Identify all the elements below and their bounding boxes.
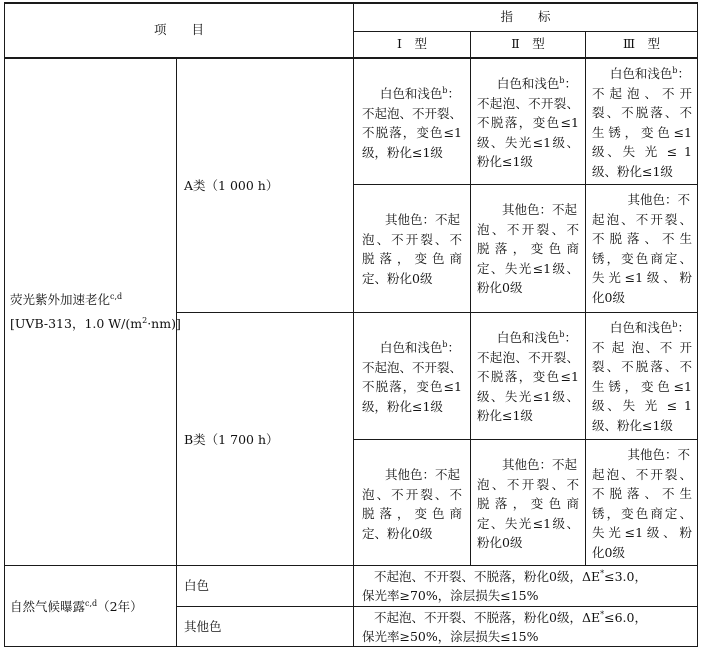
table-bottom-border <box>4 646 698 647</box>
col-divider-3 <box>470 31 471 566</box>
uv-test-condition: [UVB-313，1.0 $W/(m^2\cdot nm)$] <box>10 315 181 331</box>
b-other-type2: 其他色：不起 泡、不开裂、不 脱落，变色商 定、失光≤1级、 粉化0级 <box>477 457 579 550</box>
b-light-type1: 白色和浅色$^b$： 不起泡、不开裂、 不脱落，变色≤1 级，粉化≤1级 <box>362 339 463 414</box>
a-other-type3: 其他色：不 起泡、不开裂、 不脱落、不生 锈，变色商定、 失光≤1级、粉 化0级 <box>592 192 692 305</box>
b-other-type1: 其他色：不起 泡、不开裂、不 脱落，变色商 定、粉化0级 <box>362 467 462 541</box>
natural-white-label: 白色 <box>184 578 210 593</box>
a-other-type1: 其他色：不起 泡、不开裂、不 脱落，变色商 定、粉化0级 <box>362 212 462 286</box>
a-light-type3: 白色和浅色$^b$： 不起泡、不开 裂、不脱落、不 生锈，变色≤1 级、失 光 ≤ 1 级、粉化≤1级 <box>592 65 692 179</box>
b-light-type2: 白色和浅色$^b$： 不起泡、不开裂、 不脱落，变色≤1 级、失光≤1级、 粉化≤1级 <box>477 329 579 423</box>
col-divider-2 <box>353 2 354 647</box>
a-light-type1: 白色和浅色$^b$： 不起泡、不开裂、 不脱落，变色≤1 级，粉化≤1级 <box>362 85 463 160</box>
class-b-label: B类（1 700 h） <box>184 432 279 447</box>
header-bottom-border <box>4 57 698 59</box>
col-divider-1 <box>176 57 177 647</box>
a-light-type2: 白色和浅色$^b$： 不起泡、不开裂、 不脱落，变色≤1 级、失光≤1级、 粉化≤1级 <box>477 75 579 169</box>
a-row-divider <box>353 184 698 185</box>
header-type-3: Ⅲ 型 <box>622 36 661 51</box>
natural-other-label: 其他色 <box>184 619 222 634</box>
natural-white-line2: 保光率≥70%，涂层损失≤15% <box>362 588 539 603</box>
uv-bottom-border <box>4 565 698 566</box>
natural-exposure-name: 自然气候曝露$^{c,d}$（2年） <box>10 598 143 614</box>
table-right-border <box>697 2 698 647</box>
natural-other-line2: 保光率≥50%，涂层损失≤15% <box>362 629 539 644</box>
natural-divider <box>176 606 698 607</box>
header-type-2: Ⅱ 型 <box>511 36 545 51</box>
header-item: 项 目 <box>153 22 204 37</box>
b-row-divider <box>353 439 698 440</box>
table-top-border <box>4 2 698 4</box>
b-light-type3: 白色和浅色$^b$： 不 起 泡、不 开 裂、不脱落、不 生锈，变色≤1 级、失 光 ≤ 1 级、粉化≤1级 <box>592 319 692 433</box>
col-divider-4 <box>585 31 586 566</box>
b-other-type3: 其他色：不 起泡、不开裂、 不脱落、不生 锈，变色商定、 失光≤1级、粉 化0级 <box>592 447 692 560</box>
header-type-1: Ⅰ 型 <box>397 36 427 51</box>
natural-white-line1: 不起泡、不开裂、不脱落，粉化0级，ΔE*≤3.0， <box>374 568 647 584</box>
a-other-type2: 其他色：不起 泡、不开裂、不 脱落，变色商 定、失光≤1级、 粉化0级 <box>477 202 579 295</box>
table-left-border <box>4 2 5 647</box>
ab-row-divider <box>176 312 698 313</box>
header-indicator: 指 标 <box>500 9 551 24</box>
uv-test-name: 荧光紫外加速老化$^{c,d}$ <box>10 291 123 307</box>
class-a-label: A类（1 000 h） <box>184 178 279 193</box>
natural-other-line1: 不起泡、不开裂、不脱落，粉化0级，ΔE*≤6.0， <box>374 609 647 625</box>
header-divider <box>353 31 698 32</box>
